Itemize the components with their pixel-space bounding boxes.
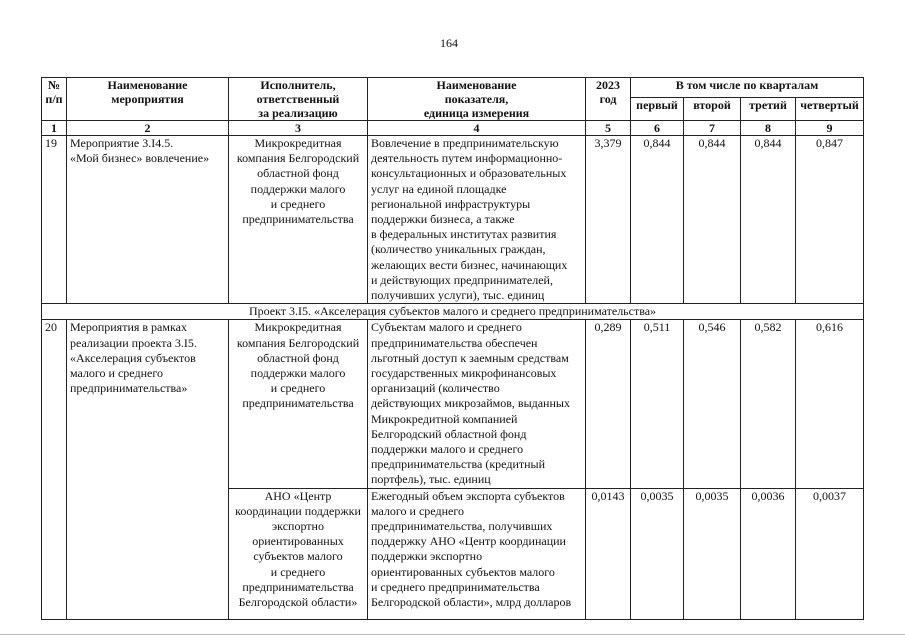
q4-value: 0,0037 [796, 488, 864, 619]
q4-value: 0,847 [796, 136, 864, 304]
year-value: 0,0143 [586, 488, 631, 619]
header-year: 2023 год [586, 78, 631, 121]
year-value: 0,289 [586, 320, 631, 488]
row-num: 20 [42, 320, 67, 619]
q2-value: 0,844 [684, 136, 741, 304]
header-executor: Исполнитель, ответственный за реализацию [229, 78, 368, 121]
q2-value: 0,0035 [684, 488, 741, 619]
indicator: Ежегодный объем экспорта субъектов малого и среднего предпринимательства, получивших поддержку АНО «Центр координации поддержки экспортно ориентированных субъектов малого и среднего предпринимательства Белгородской области», млрд долларов [368, 488, 586, 619]
colnum: 2 [67, 121, 229, 136]
row-num: 19 [42, 136, 67, 304]
header-q1: первый [631, 97, 684, 120]
executor: АНО «Центр координации поддержки экспортно ориентированных субъектов малого и среднего предпринимательства Белгородской области» [229, 488, 368, 619]
project-title: Проект 3.I5. «Акселерация субъектов малого и среднего предпринимательства» [42, 304, 864, 320]
measure-name: Мероприятие 3.I4.5. «Мой бизнес» вовлечение» [67, 136, 229, 304]
q3-value: 0,582 [741, 320, 796, 488]
column-numbers-row [42, 121, 864, 136]
table-row [42, 136, 864, 304]
q1-value: 0,844 [631, 136, 684, 304]
header-num: № п/п [42, 78, 67, 121]
colnum: 3 [229, 121, 368, 136]
colnum: 8 [741, 121, 796, 136]
colnum: 9 [796, 121, 864, 136]
q3-value: 0,0036 [741, 488, 796, 619]
q1-value: 0,0035 [631, 488, 684, 619]
colnum: 5 [586, 121, 631, 136]
header-name: Наименование мероприятия [67, 78, 229, 121]
executor: Микрокредитная компания Белгородский областной фонд поддержки малого и среднего предпринимательства [229, 136, 368, 304]
indicator: Субъектам малого и среднего предпринимательства обеспечен льготный доступ к заемным средствам государственных микрофинансовых организаций (количество действующих микрозаймов, выданных Микрокредитной компанией Белгородский областной фонд поддержки малого и среднего предпринимательства (кредитный портфель), тыс. единиц [368, 320, 586, 488]
q1-value: 0,511 [631, 320, 684, 488]
colnum: 4 [368, 121, 586, 136]
q3-value: 0,844 [741, 136, 796, 304]
year-value: 3,379 [586, 136, 631, 304]
colnum: 7 [684, 121, 741, 136]
scan-artifact-line [0, 634, 905, 635]
measure-name: Мероприятия в рамках реализации проекта 3.I5. «Акселерация субъектов малого и среднего предпринимательства» [67, 320, 229, 619]
q4-value: 0,616 [796, 320, 864, 488]
header-indicator: Наименование показателя, единица измерения [368, 78, 586, 121]
header-q3: третий [741, 97, 796, 120]
header-q4: четвертый [796, 97, 864, 120]
colnum: 1 [42, 121, 67, 136]
indicator: Вовлечение в предпринимательскую деятельность путем информационно- консультационных и образовательных услуг на единой площадке региональной инфраструктуры поддержки бизнеса, а также в федеральных институтах развития (количество уникальных граждан, желающих вести бизнес, начинающих и действующих предпринимателей, получивших услуги), тыс. единиц [368, 136, 586, 304]
colnum: 6 [631, 121, 684, 136]
table-row [42, 320, 864, 488]
indicators-table [41, 77, 864, 620]
executor: Микрокредитная компания Белгородский областной фонд поддержки малого и среднего предпринимательства [229, 320, 368, 488]
header-q2: второй [684, 97, 741, 120]
q2-value: 0,546 [684, 320, 741, 488]
header-quarters-group: В том числе по кварталам [631, 78, 864, 98]
page-number: 164 [440, 36, 458, 50]
